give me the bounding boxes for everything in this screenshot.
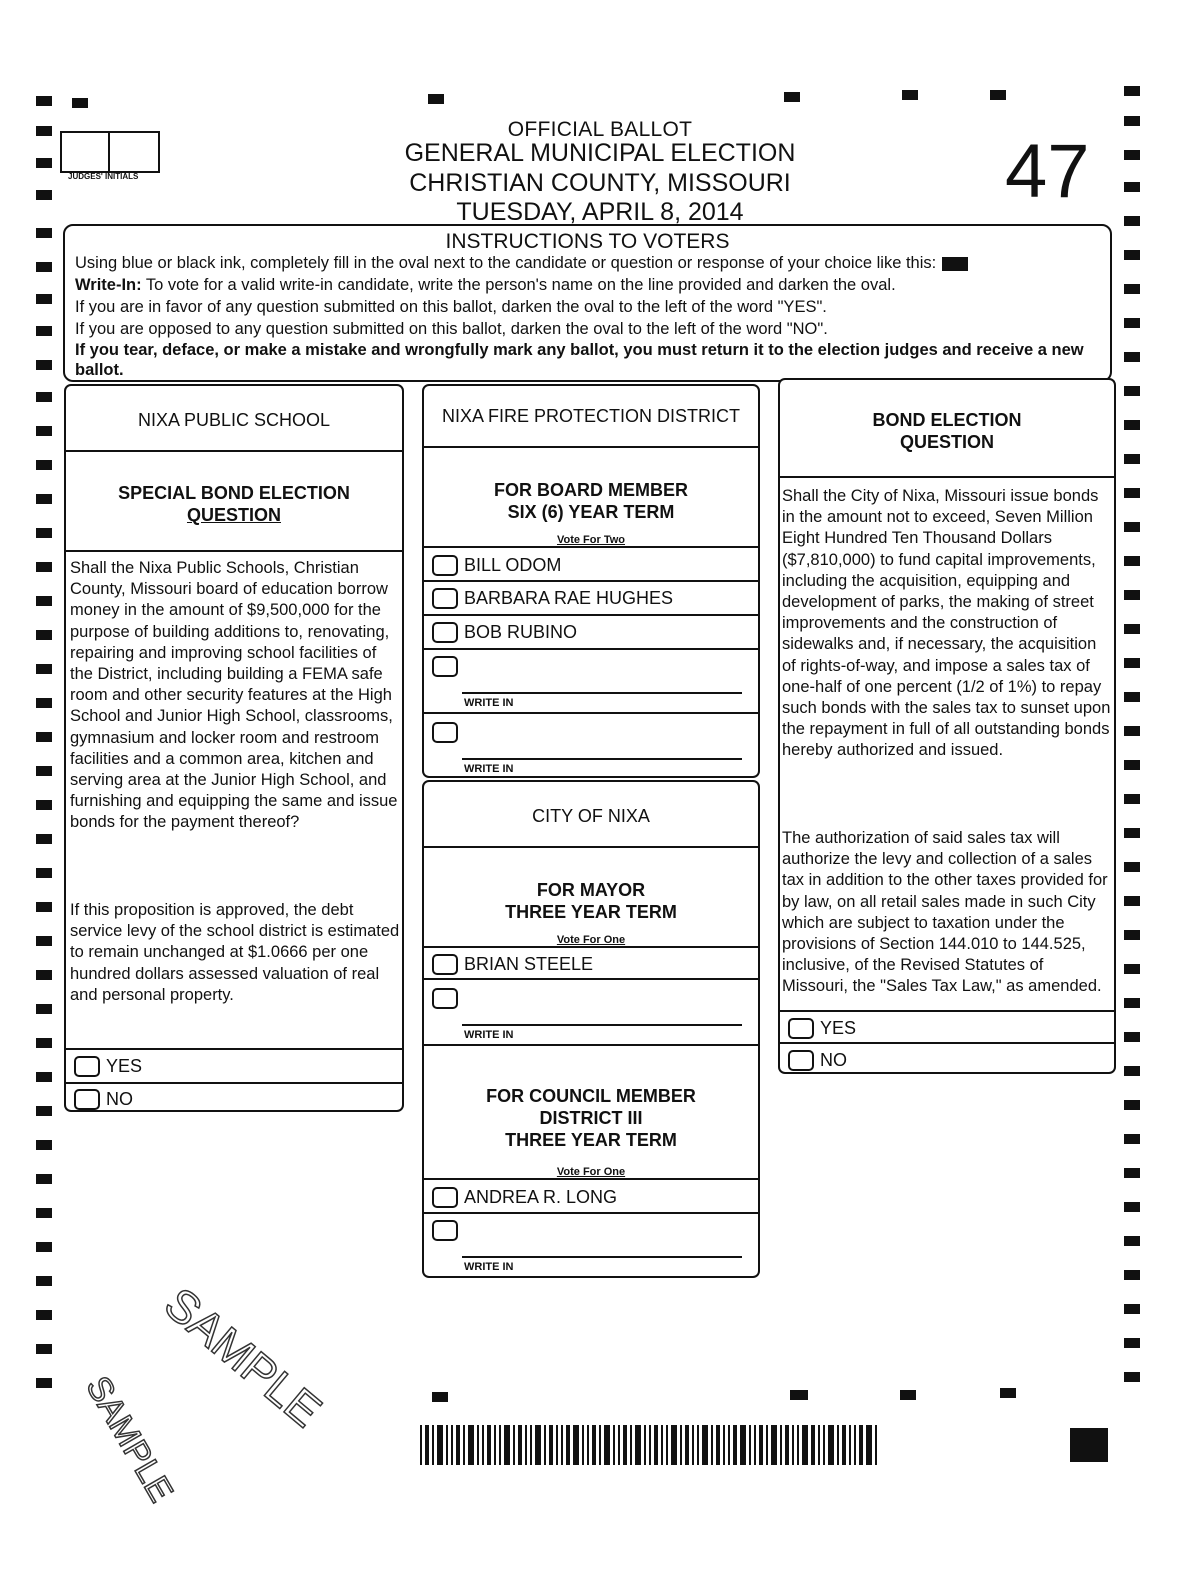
school-yes-option[interactable]: YES (74, 1056, 142, 1077)
instruction-line: If you are in favor of any question submitted on this ballot, darken the oval to the left of the word "YES". (75, 298, 827, 316)
barcode-bar (859, 1425, 863, 1465)
barcode-bar (723, 1425, 725, 1465)
sample-watermark: SAMPLE (78, 1370, 181, 1509)
mayor-race-term: THREE YEAR TERM (505, 902, 677, 922)
barcode-bar (549, 1425, 553, 1465)
write-in-line[interactable] (462, 758, 742, 760)
barcode-bar (420, 1425, 422, 1465)
city-bond-contest (778, 378, 1116, 1074)
instruction-line-bold: If you tear, deface, or make a mistake and wrongfully mark any ballot, you must return it to the election judges and receive a new ballot. (75, 341, 1084, 379)
barcode-bar (618, 1425, 620, 1465)
candidate-option[interactable]: BILL ODOM (432, 555, 561, 576)
barcode-bar (785, 1425, 789, 1465)
barcode-bar (661, 1425, 663, 1465)
barcode-bar (854, 1425, 856, 1465)
barcode-bar (811, 1425, 815, 1465)
bond-heading-sub: QUESTION (899, 432, 994, 452)
ballot-title: OFFICIAL BALLOT (507, 118, 693, 141)
barcode-bar (544, 1425, 546, 1465)
sample-watermark: SAMPLE (155, 1277, 332, 1437)
oval-icon[interactable] (432, 722, 458, 743)
city-contests (422, 780, 760, 1278)
bond-no-option[interactable]: NO (788, 1050, 847, 1071)
instruction-line: Using blue or black ink, completely fill in the oval next to the candidate or question or response of your choice like this: (75, 252, 1105, 274)
barcode-bar (513, 1425, 515, 1465)
oval-icon[interactable] (432, 1220, 458, 1241)
barcode-bar (499, 1425, 501, 1465)
barcode-bar (671, 1425, 677, 1465)
write-in-label: WRITE IN (464, 1029, 514, 1041)
mayor-race-title: FOR MAYOR (536, 880, 646, 900)
barcode-bar (456, 1425, 460, 1465)
write-in-option[interactable] (432, 656, 464, 677)
city-heading: CITY OF NIXA (532, 806, 650, 826)
write-in-option[interactable] (432, 988, 464, 1009)
write-in-line[interactable] (462, 1024, 742, 1026)
barcode-bar (728, 1425, 730, 1465)
barcode-bar (759, 1425, 763, 1465)
fire-heading: NIXA FIRE PROTECTION DISTRICT (441, 406, 741, 426)
bond-question-text: Shall the City of Nixa, Missouri issue bonds in the amount not to exceed, Seven Million Eight Hundred Ten Thousand Dollars ($7,810,000) to fund capital improvements, including the acquisition, equipping and development of parks, the making of street improvements and the construction of sidewalks and, if necessary, the acquisition of rights-of-way, and impose a sales tax of one-half of one percent (1/2 of 1%) to repay such bonds with the sales tax to sunset upon the repayment in full of all outstanding bonds hereby authorized and issued. (782, 487, 1111, 760)
school-heading: NIXA PUBLIC SCHOOL (137, 410, 331, 430)
school-question-estimate: If this proposition is approved, the debt service levy of the school district is estimated to remain unchanged at $1.0666 per one hundred dollars assessed valuation of real and personal property. (70, 901, 400, 1004)
barcode-bar (680, 1425, 682, 1465)
barcode-bar (477, 1425, 479, 1465)
barcode-bar (692, 1425, 694, 1465)
barcode-bar (740, 1425, 746, 1465)
election-name: GENERAL MUNICIPAL ELECTION (404, 139, 796, 167)
barcode-bar (573, 1425, 579, 1465)
barcode-bar (446, 1425, 448, 1465)
election-date: TUESDAY, APRIL 8, 2014 (456, 198, 744, 226)
barcode-bar (530, 1425, 532, 1465)
fire-district-contest (422, 384, 760, 778)
council-race-title: FOR COUNCIL MEMBER (486, 1086, 696, 1106)
barcode-bar (685, 1425, 689, 1465)
barcode-bar (451, 1425, 453, 1465)
barcode-bar (792, 1425, 794, 1465)
barcode-bar (518, 1425, 522, 1465)
barcode-bar (711, 1425, 713, 1465)
barcode-bar (828, 1425, 834, 1465)
oval-icon[interactable] (432, 588, 458, 609)
barcode-bar (535, 1425, 541, 1465)
oval-icon[interactable] (432, 656, 458, 677)
oval-icon[interactable] (432, 988, 458, 1009)
candidate-option[interactable]: BARBARA RAE HUGHES (432, 588, 673, 609)
barcode-bar (487, 1425, 491, 1465)
barcode-bar (644, 1425, 646, 1465)
barcode-bar (837, 1425, 839, 1465)
barcode-bar (556, 1425, 558, 1465)
instruction-line: If you are opposed to any question submitted on this ballot, darken the oval to the left of the word "NO". (75, 320, 828, 338)
oval-icon[interactable] (432, 954, 458, 975)
barcode-bar (599, 1425, 601, 1465)
oval-icon[interactable] (432, 622, 458, 643)
write-in-line[interactable] (462, 1256, 742, 1258)
barcode-bar (561, 1425, 563, 1465)
barcode-bar (797, 1425, 799, 1465)
barcode-bar (716, 1425, 720, 1465)
council-race-district: DISTRICT III (539, 1108, 643, 1128)
oval-icon[interactable] (788, 1050, 814, 1071)
barcode-bar (482, 1425, 484, 1465)
barcode-bar (733, 1425, 737, 1465)
barcode-bar (630, 1425, 632, 1465)
barcode-bar (463, 1425, 465, 1465)
bond-heading: BOND ELECTION (872, 410, 1022, 430)
write-in-option[interactable] (432, 1220, 464, 1241)
school-question-text: Shall the Nixa Public Schools, Christian County, Missouri board of education borrow money in the amount of $9,500,000 for the purpose of building additions to, renovating, repairing and improving school facilities of the District, including building a FEMA safe room and other security features at the High School and Junior High School, classrooms, gymnasium and locker room and restroom facilities and a common area, kitchen and serving area at the Junior High School, and furnishing and equipping the same and issue bonds for the payment thereof? (70, 559, 398, 832)
instructions-title: INSTRUCTIONS TO VOTERS (445, 230, 730, 253)
barcode-bar (468, 1425, 474, 1465)
fire-race-term: SIX (6) YEAR TERM (507, 502, 675, 522)
barcode-bar (623, 1425, 627, 1465)
write-in-option[interactable] (432, 722, 464, 743)
ballot-style-number: 47 (1005, 129, 1090, 214)
barcode-bar (697, 1425, 699, 1465)
ballot-barcode (420, 1425, 910, 1465)
instructions-box (63, 224, 1112, 382)
barcode-bar (432, 1425, 434, 1465)
council-vote-for: Vote For One (556, 1166, 626, 1178)
barcode-bar (666, 1425, 668, 1465)
oval-icon[interactable] (432, 1187, 458, 1208)
school-no-option[interactable]: NO (74, 1089, 133, 1110)
barcode-bar (771, 1425, 777, 1465)
barcode-bar (604, 1425, 610, 1465)
oval-icon[interactable] (74, 1056, 100, 1077)
barcode-bar (866, 1425, 872, 1465)
barcode-bar (802, 1425, 808, 1465)
bond-yes-option[interactable]: YES (788, 1018, 856, 1039)
barcode-bar (494, 1425, 496, 1465)
judges-initials-label: JUDGES' INITIALS (68, 172, 139, 181)
school-bond-contest (64, 384, 404, 1112)
barcode-bar (702, 1425, 708, 1465)
barcode-bar (613, 1425, 615, 1465)
barcode-bar (818, 1425, 820, 1465)
council-race-term: THREE YEAR TERM (505, 1130, 677, 1150)
county-name: CHRISTIAN COUNTY, MISSOURI (409, 169, 791, 197)
write-in-label: WRITE IN (464, 1261, 514, 1273)
barcode-bar (749, 1425, 751, 1465)
barcode-bar (754, 1425, 756, 1465)
filled-oval-sample-icon (942, 257, 968, 271)
barcode-bar (823, 1425, 825, 1465)
barcode-bar (766, 1425, 768, 1465)
barcode-bar (649, 1425, 651, 1465)
oval-icon[interactable] (432, 555, 458, 576)
write-in-label: WRITE IN (464, 697, 514, 709)
candidate-option[interactable]: BRIAN STEELE (432, 954, 593, 975)
write-in-label: WRITE IN (464, 763, 514, 775)
instruction-line: Write-In: To vote for a valid write-in candidate, write the person's name on the line provided and darken the oval. (75, 276, 896, 294)
fire-vote-for: Vote For Two (556, 534, 626, 546)
mayor-vote-for: Vote For One (556, 934, 626, 946)
barcode-bar (525, 1425, 527, 1465)
barcode-bar (875, 1425, 877, 1465)
candidate-option[interactable]: BOB RUBINO (432, 622, 577, 643)
barcode-bar (780, 1425, 782, 1465)
barcode-bar (592, 1425, 596, 1465)
barcode-bar (842, 1425, 846, 1465)
barcode-bar (849, 1425, 851, 1465)
school-question-subtitle: QUESTION (186, 505, 281, 525)
barcode-bar (437, 1425, 443, 1465)
barcode-bar (582, 1425, 584, 1465)
candidate-option[interactable]: ANDREA R. LONG (432, 1187, 617, 1208)
oval-icon[interactable] (74, 1089, 100, 1110)
school-question-title: SPECIAL BOND ELECTION (118, 483, 350, 503)
barcode-bar (654, 1425, 658, 1465)
write-in-line[interactable] (462, 692, 742, 694)
bond-question-tax: The authorization of said sales tax will authorize the levy and collection of a sales tax in addition to the other taxes provided for by law, on all retail sales made in such City which are subject to taxation under the provisions of Section 144.010 to 144.525, inclusive, of the Revised Statutes of Missouri, the "Sales Tax Law," as amended. (782, 829, 1108, 996)
corner-block-mark (1070, 1428, 1108, 1462)
oval-icon[interactable] (788, 1018, 814, 1039)
barcode-bar (635, 1425, 641, 1465)
barcode-bar (425, 1425, 429, 1465)
barcode-bar (566, 1425, 570, 1465)
fire-race-title: FOR BOARD MEMBER (494, 480, 688, 500)
barcode-bar (504, 1425, 510, 1465)
barcode-bar (587, 1425, 589, 1465)
